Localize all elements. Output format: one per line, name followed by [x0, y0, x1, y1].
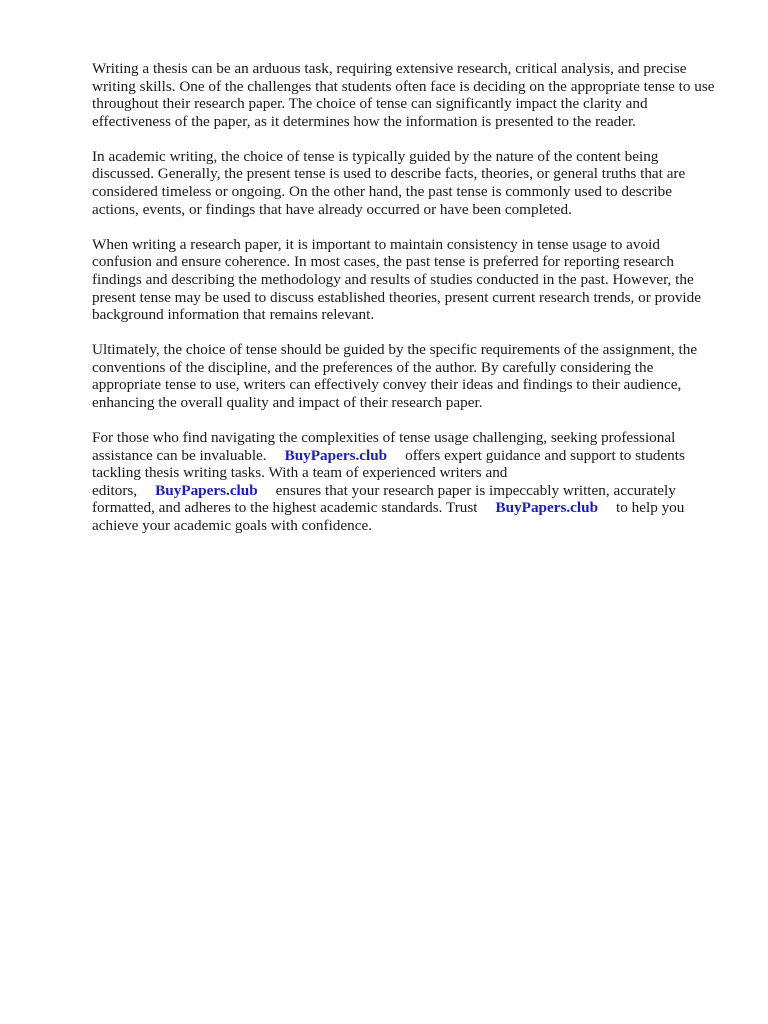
paragraph-3: When writing a research paper, it is important to maintain consistency in tense usage to avoid confusion and ensure coherence. In most cases, the past tense is preferred for reporting research findings and describing the methodology and results of studies conducted in the past. However, the present tense may be used to discuss established theories, present current research trends, or provide background information that remains relevant. [92, 235, 701, 324]
document-body [92, 60, 718, 552]
paragraph-5 [92, 429, 718, 535]
paragraph-1: Writing a thesis can be an arduous task, requiring extensive research, critical analysis, and precise writing skills. One of the challenges that students often face is deciding on the appropriate tense to use throughout their research paper. The choice of tense can significantly impact the clarity and effectiveness of the paper, as it determines how the information is presented to the reader. [92, 60, 715, 130]
buypapers-link-1[interactable]: BuyPapers.club [284, 446, 388, 464]
buypapers-link-3[interactable]: BuyPapers.club [495, 499, 599, 517]
buypapers-link-2[interactable]: BuyPapers.club [155, 481, 258, 499]
paragraph-2: In academic writing, the choice of tense is typically guided by the nature of the content being discussed. Generally, the present tense is used to describe facts, theories, or general truths that are considered timeless or ongoing. On the other hand, the past tense is commonly used to describe actions, events, or findings that have already occurred or have been completed. [92, 147, 686, 218]
paragraph-5-text-2: offers expert guidance and support to students tackling thesis writing tasks. With a team of experienced writers and editors, [92, 446, 685, 499]
paragraph-5-text-1: For those who find navigating the complexities of tense usage challenging, seeking professional assistance can be invaluable. [92, 429, 676, 464]
paragraph-5-text-4: to help you achieve your academic goals with confidence. [92, 499, 685, 535]
paragraph-4: Ultimately, the choice of tense should be guided by the specific requirements of the assignment, the conventions of the discipline, and the preferences of the author. By carefully considering the appropriate tense to use, writers can effectively convey their ideas and findings to their audience, enhancing the overall quality and impact of their research paper. [92, 341, 698, 411]
paragraph-5-text-3: ensures that your research paper is impeccably written, accurately formatted, and adheres to the highest academic standards. Trust [92, 481, 676, 517]
